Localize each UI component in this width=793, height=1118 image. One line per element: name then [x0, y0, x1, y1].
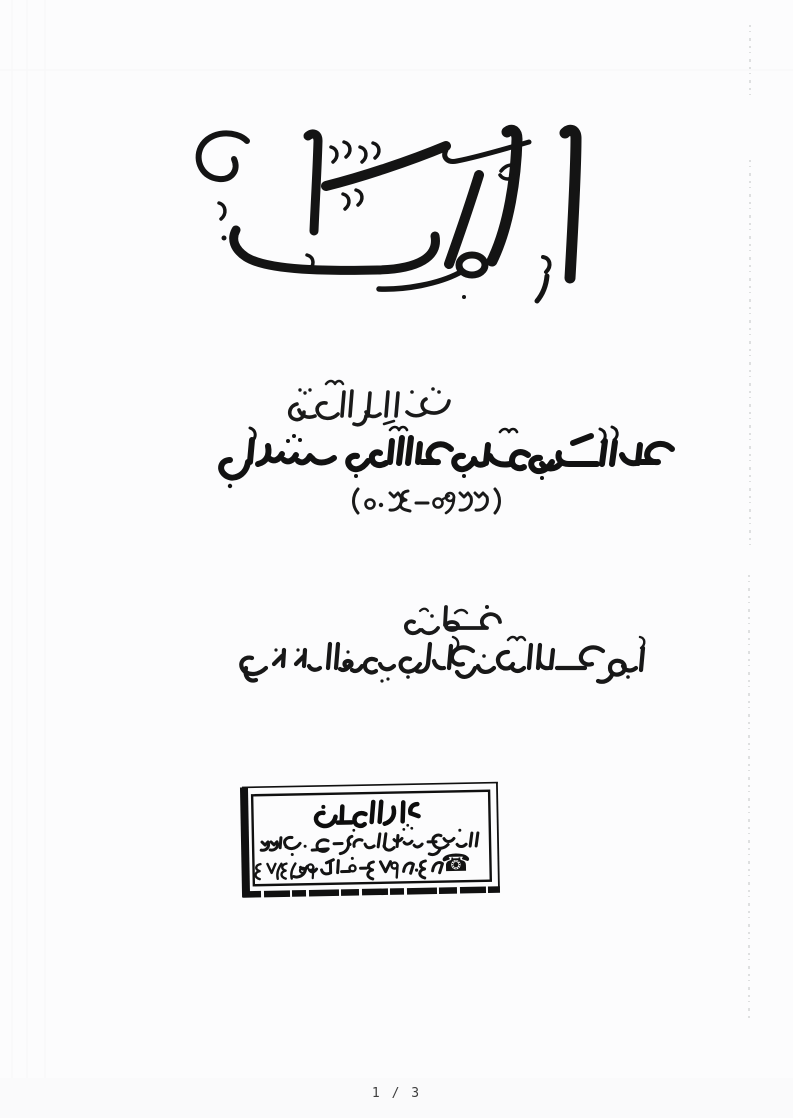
author-heading-text — [278, 385, 453, 425]
editor-heading-text — [410, 606, 505, 640]
book-title-text — [185, 115, 590, 315]
telephone-icon: ☎ — [440, 848, 472, 878]
publisher-phone-text — [254, 851, 446, 877]
page-indicator: 1 / 3 — [371, 1086, 422, 1101]
author-dates-text — [350, 484, 502, 516]
scan-edge-artifact — [749, 25, 750, 1018]
publisher-name-text — [326, 797, 424, 825]
editor-name-text — [238, 636, 648, 688]
publisher-address-text — [256, 826, 484, 850]
author-name-text — [215, 430, 675, 490]
